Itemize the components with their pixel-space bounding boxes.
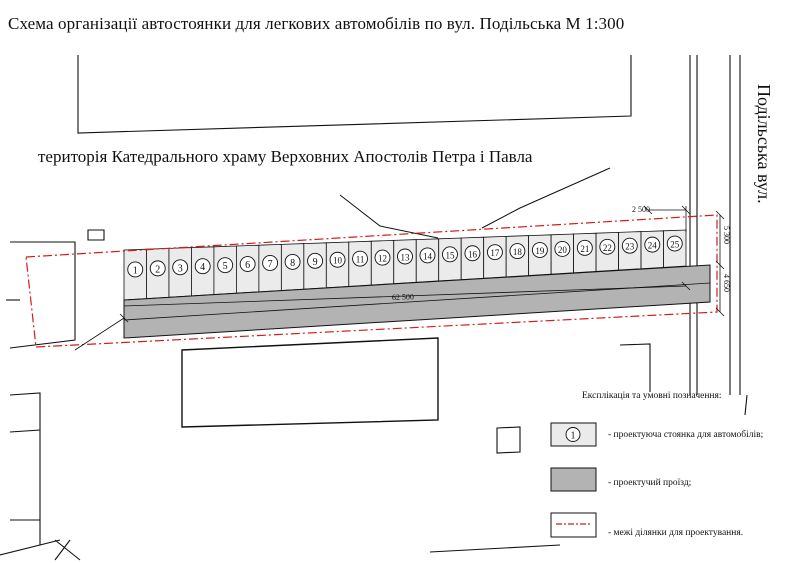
parking-space [304,243,326,289]
parking-space [281,244,303,291]
parking-space-number: 11 [355,254,365,265]
parking-space [394,240,416,284]
parking-space-number: 13 [400,252,410,263]
parking-space-number: 25 [670,239,680,250]
territory-label: територія Катедрального храму Верховних Апостолів Петра і Павла [38,147,533,166]
parking-space-number: 8 [290,257,296,269]
parking-space [439,238,461,281]
parking-space-number: 16 [467,249,477,260]
parking-space [529,235,551,276]
parking-space-number: 3 [177,263,183,275]
parking-space [416,239,438,283]
territory-leader-lines [340,168,610,238]
parking-space-number: 4 [200,262,206,274]
parking-space [551,234,573,274]
parking-space-number: 23 [625,241,635,252]
parking-space [506,236,528,277]
parking-space-number: 5 [222,261,228,273]
parking-space-number: 20 [557,244,567,255]
parking-space-number: 15 [445,250,455,261]
parking-space-number: 2 [155,264,161,276]
legend-item-driveway: - проектучий проїзд; [608,478,692,488]
parking-space-number: 6 [245,260,251,272]
parking-space [124,249,146,300]
parking-space-number: 10 [333,255,343,266]
parking-space [326,242,348,288]
parking-space-number: 14 [422,251,432,262]
parking-space [191,247,213,296]
parking-space-number: 17 [490,248,500,259]
page-title: Схема організації автостоянки для легкових автомобілів по вул. Подільська М 1:300 [8,14,625,33]
parking-space [349,241,371,286]
parking-space [641,231,663,269]
parking-space [236,245,258,293]
parking-space [664,230,686,267]
parking-space [619,232,641,270]
parking-space [461,237,483,279]
dimension-length: 62 500 [391,292,415,302]
parking-space-number: 9 [312,256,318,268]
dimension-space-depth: 5 300 [722,226,731,244]
legend-item-boundary: - межі ділянки для проектування. [608,528,744,538]
legend-item-parking: - проектуюча стоянка для автомобілів; [608,430,764,440]
parking-space [484,236,506,278]
parking-space-number: 24 [647,240,657,251]
street-label: Подільська вул. [754,84,774,204]
parking-space [574,233,596,273]
dimension-space-width: 2 500 [632,205,650,214]
parking-space-number: 19 [535,246,545,257]
legend-boundary-symbol [551,513,596,537]
dimension-driveway-width: 4 650 [722,274,731,292]
parking-space-number: 12 [378,253,388,264]
parking-space-number: 7 [267,258,273,270]
parking-space-number: 1 [132,265,138,277]
parking-space-number: 22 [602,242,612,253]
parking-space [259,244,281,291]
parking-space [146,248,168,298]
parking-space [596,232,618,271]
parking-space-number: 18 [512,247,522,258]
parking-space [371,240,393,285]
legend-driveway-symbol [551,468,596,491]
legend-symbols [551,423,596,537]
legend-space-number: 1 [570,430,576,442]
parking-space [214,246,236,295]
legend-title: Експлікація та умовні позначення: [582,391,722,401]
parking-space [169,248,191,298]
parking-space-number: 21 [580,243,590,254]
